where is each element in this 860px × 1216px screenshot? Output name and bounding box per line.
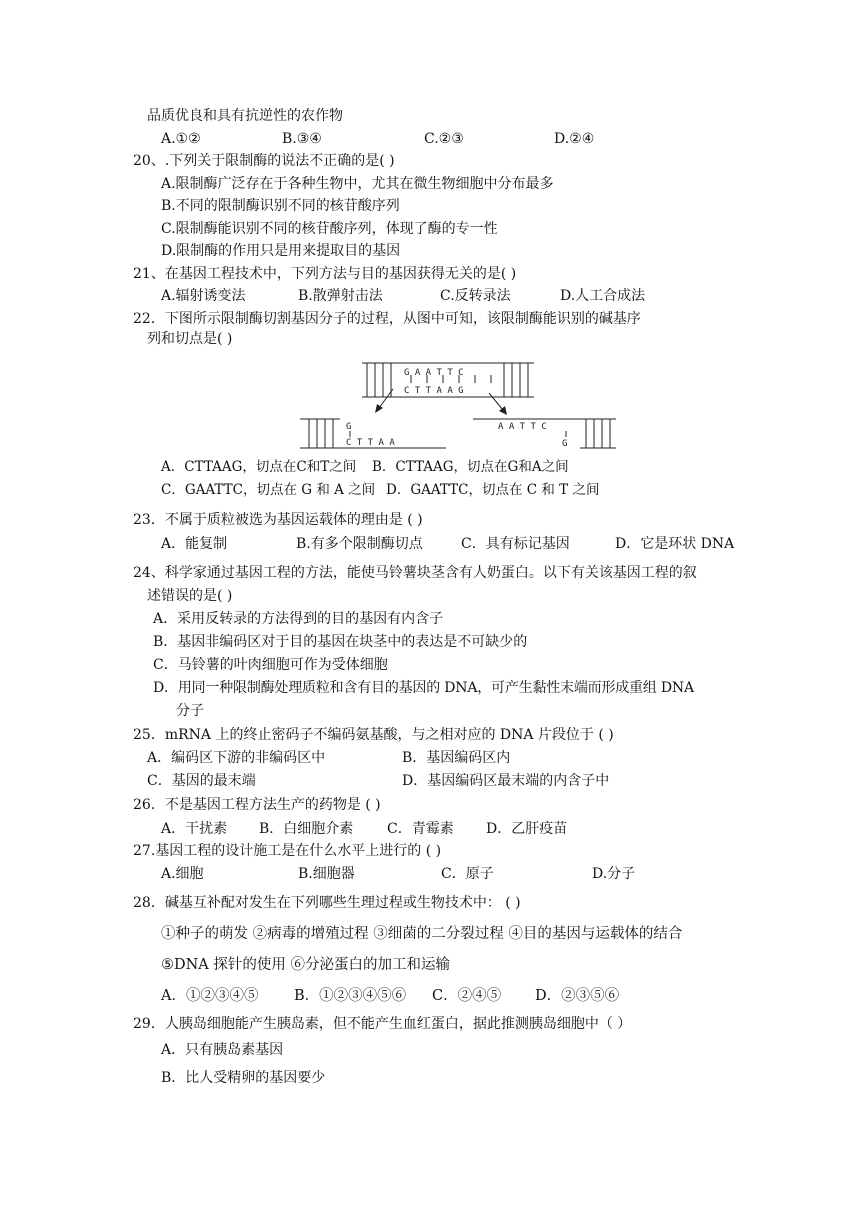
q22-option-c: C．GAATTC，切点在 G 和 A 之间: [161, 482, 376, 498]
q25-option-d: D．基因编码区最末端的内含子中: [402, 773, 610, 789]
q29-option-b: B．比人受精卵的基因要少: [161, 1070, 326, 1086]
left-fragment-lower: C T T A A: [346, 438, 395, 448]
q25-option-b: B．基因编码区内: [402, 750, 511, 766]
q26-option-b: B．白细胞介素: [259, 821, 354, 837]
left-fragment-upper: G: [346, 422, 352, 432]
q21-option-d: D.人工合成法: [560, 288, 646, 304]
q20-stem: 20、.下列关于限制酶的说法不正确的是( ): [133, 153, 395, 169]
q23-stem: 23．不属于质粒被选为基因运载体的理由是 ( ): [133, 512, 423, 528]
restriction-enzyme-diagram: [0, 0, 860, 460]
q29-option-a: A．只有胰岛素基因: [161, 1042, 284, 1058]
q23-option-b: B.有多个限制酶切点: [296, 536, 423, 552]
top-upper-strand: G A A T T C: [404, 368, 464, 378]
q19-option-c: C.②③: [424, 131, 464, 147]
q22-stem-line1: 22．下图所示限制酶切割基因分子的过程，从图中可知，该限制酶能识别的碱基序: [133, 311, 641, 327]
q21-option-a: A.辐射诱变法: [161, 288, 246, 304]
q25-option-a: A．编码区下游的非编码区中: [147, 750, 326, 766]
q20-option-c: C.限制酶能识别不同的核苷酸序列，体现了酶的专一性: [161, 221, 498, 237]
q26-option-c: C．青霉素: [387, 821, 454, 837]
q24-stem-line2: 述错误的是( ): [147, 588, 233, 604]
q28-items-line1: ①种子的萌发 ②病毒的增殖过程 ③细菌的二分裂过程 ④目的基因与运载体的结合: [161, 926, 683, 942]
right-fragment-upper: A A T T C: [498, 422, 547, 432]
q24-option-d: D．用同一种限制酶处理质粒和含有目的基因的 DNA，可产生黏性末端而形成重组 DNA: [153, 680, 694, 696]
q22-stem-line2: 列和切点是( ): [147, 331, 233, 347]
q24-option-d-continuation: 分子: [176, 703, 204, 719]
q21-option-b: B.散弹射击法: [298, 288, 383, 304]
q27-option-c: C．原子: [441, 866, 494, 882]
q26-stem: 26．不是基因工程方法生产的药物是 ( ): [133, 797, 381, 813]
q22-option-a: A．CTTAAG，切点在C和T之间: [161, 459, 357, 475]
q27-option-a: A.细胞: [161, 866, 204, 882]
q26-option-d: D．乙肝疫苗: [486, 821, 568, 837]
q24-option-b: B．基因非编码区对于目的基因在块茎中的表达是不可缺少的: [153, 634, 528, 650]
q27-option-b: B.细胞器: [298, 866, 355, 882]
q19-continuation: 品质优良和具有抗逆性的农作物: [147, 108, 343, 124]
q24-option-c: C．马铃薯的叶肉细胞可作为受体细胞: [153, 657, 388, 673]
q28-option-d: D．②③⑤⑥: [535, 988, 620, 1004]
q21-stem: 21、在基因工程技术中，下列方法与目的基因获得无关的是( ): [133, 266, 517, 282]
q28-option-a: A．①②③④⑤: [161, 988, 259, 1004]
q29-stem: 29．人胰岛细胞能产生胰岛素，但不能产生血红蛋白，据此推测胰岛细胞中（ ）: [133, 1016, 632, 1032]
q23-option-c: C．具有标记基因: [461, 536, 570, 552]
q23-option-d: D．它是环状 DNA: [615, 536, 735, 552]
q24-stem-line1: 24、科学家通过基因工程的方法，能使马铃薯块茎含有人奶蛋白。以下有关该基因工程的叙: [133, 565, 697, 581]
q25-stem: 25．mRNA 上的终止密码子不编码氨基酸，与之相对应的 DNA 片段位于 ( ): [133, 727, 614, 743]
q22-option-d: D．GAATTC，切点在 C 和 T 之间: [386, 482, 600, 498]
q28-stem: 28．碱基互补配对发生在下列哪些生理过程或生物技术中： ( ): [133, 895, 521, 911]
right-fragment-lower: G: [562, 439, 568, 449]
q28-items-line2: ⑤DNA 探针的使用 ⑥分泌蛋白的加工和运输: [161, 957, 451, 973]
q27-option-d: D.分子: [592, 866, 636, 882]
q22-option-b: B．CTTAAG，切点在G和A之间: [372, 459, 569, 475]
q28-option-b: B．①②③④⑤⑥: [294, 988, 407, 1004]
q21-option-c: C.反转录法: [440, 288, 511, 304]
q19-option-a: A.①②: [161, 131, 201, 147]
q19-option-d: D.②④: [554, 131, 595, 147]
q28-option-c: C．②④⑤: [432, 988, 502, 1004]
q20-option-d: D.限制酶的作用只是用来提取目的基因: [161, 243, 401, 259]
q25-option-c: C．基因的最末端: [147, 773, 256, 789]
q20-option-a: A.限制酶广泛存在于各种生物中，尤其在微生物细胞中分布最多: [161, 176, 554, 192]
q24-option-a: A．采用反转录的方法得到的目的基因有内含子: [153, 611, 444, 627]
q23-option-a: A．能复制: [161, 536, 228, 552]
top-lower-strand: C T T A A G: [404, 386, 464, 396]
q27-stem: 27.基因工程的设计施工是在什么水平上进行的 ( ): [133, 843, 442, 859]
q19-option-b: B.③④: [282, 131, 322, 147]
q20-option-b: B.不同的限制酶识别不同的核苷酸序列: [161, 198, 400, 214]
q26-option-a: A．干扰素: [161, 821, 228, 837]
